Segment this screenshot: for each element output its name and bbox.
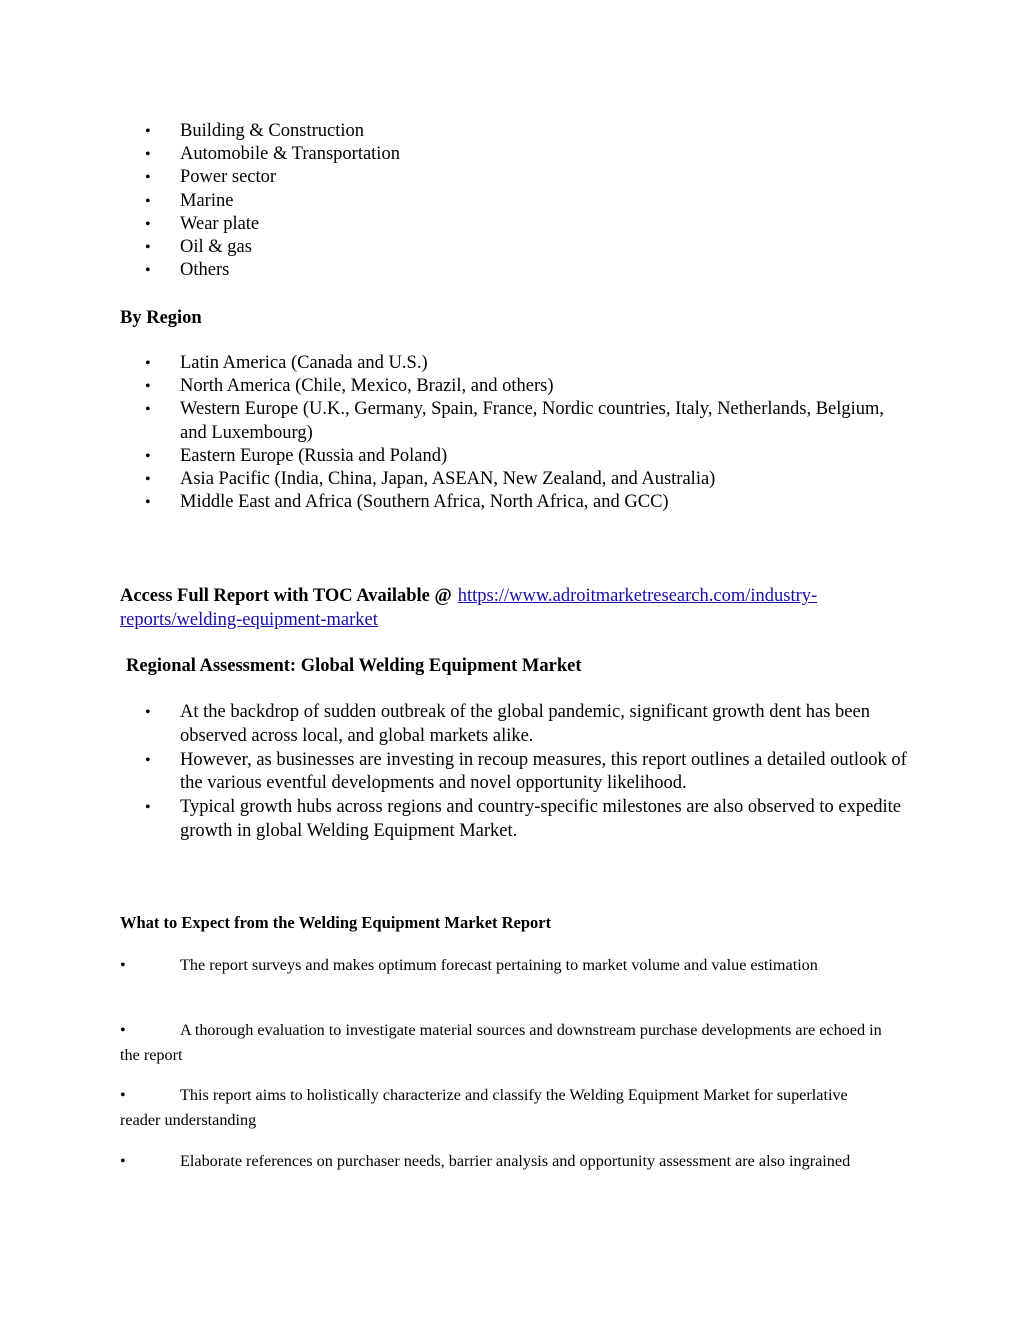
list-item: • Power sector <box>120 166 910 189</box>
access-label: Access Full Report with TOC Available @ <box>120 586 452 606</box>
expect-item-text: This report aims to holistically characterize and classify the Welding Equipment Market for superlative reader understanding <box>120 1086 848 1129</box>
regional-assessment-heading: Regional Assessment: Global Welding Equipment Market <box>126 656 582 676</box>
expect-item-text: A thorough evaluation to investigate material sources and downstream purchase developments are echoed in the report <box>120 1021 882 1064</box>
list-item: • Latin America (Canada and U.S.) <box>120 352 910 375</box>
list-item: • Others <box>120 259 910 282</box>
bullet-mark: • <box>120 1021 126 1039</box>
list-item: • Automobile & Transportation <box>120 143 910 166</box>
list-item: • Asia Pacific (India, China, Japan, ASEAN, New Zealand, and Australia) <box>120 468 910 491</box>
bullet-mark: • <box>120 1086 126 1104</box>
list-item: • Building & Construction <box>120 120 910 143</box>
list-item: • Western Europe (U.K., Germany, Spain, France, Nordic countries, Italy, Netherlands, Belgium, and Luxembourg) <box>120 398 910 444</box>
expect-item-text: Elaborate references on purchaser needs, barrier analysis and opportunity assessment are also ingrained <box>180 1152 851 1170</box>
regional-assessment-list <box>120 701 910 844</box>
expect-heading: What to Expect from the Welding Equipment Market Report <box>120 913 552 932</box>
bullet-mark: • <box>120 956 126 974</box>
list-item: • Typical growth hubs across regions and country-specific milestones are also observed to expedite growth in global Welding Equipment Market. <box>120 796 910 844</box>
report-link[interactable]: https://www.adroitmarketresearch.com/industry-reports/welding-equipment-market <box>120 586 818 630</box>
expect-item <box>120 1083 890 1132</box>
access-report-paragraph <box>120 584 900 632</box>
expect-item <box>120 1149 890 1174</box>
bullet-mark: • <box>120 1152 126 1170</box>
list-item: • Eastern Europe (Russia and Poland) <box>120 445 910 468</box>
list-item: • North America (Chile, Mexico, Brazil, and others) <box>120 375 910 398</box>
region-list <box>120 352 910 514</box>
list-item: • Wear plate <box>120 213 910 236</box>
list-item: • However, as businesses are investing in recoup measures, this report outlines a detailed outlook of the various eventful developments and novel opportunity likelihood. <box>120 749 910 797</box>
expect-item-text: The report surveys and makes optimum forecast pertaining to market volume and value estimation <box>180 956 818 974</box>
by-region-heading: By Region <box>120 308 202 328</box>
list-item: • At the backdrop of sudden outbreak of the global pandemic, significant growth dent has been observed across local, and global markets alike. <box>120 701 910 749</box>
list-item: • Marine <box>120 190 910 213</box>
list-item: • Middle East and Africa (Southern Africa, North Africa, and GCC) <box>120 491 910 514</box>
application-list <box>120 120 910 282</box>
expect-item <box>120 1018 890 1067</box>
list-item: • Oil & gas <box>120 236 910 259</box>
expect-item <box>120 953 890 978</box>
